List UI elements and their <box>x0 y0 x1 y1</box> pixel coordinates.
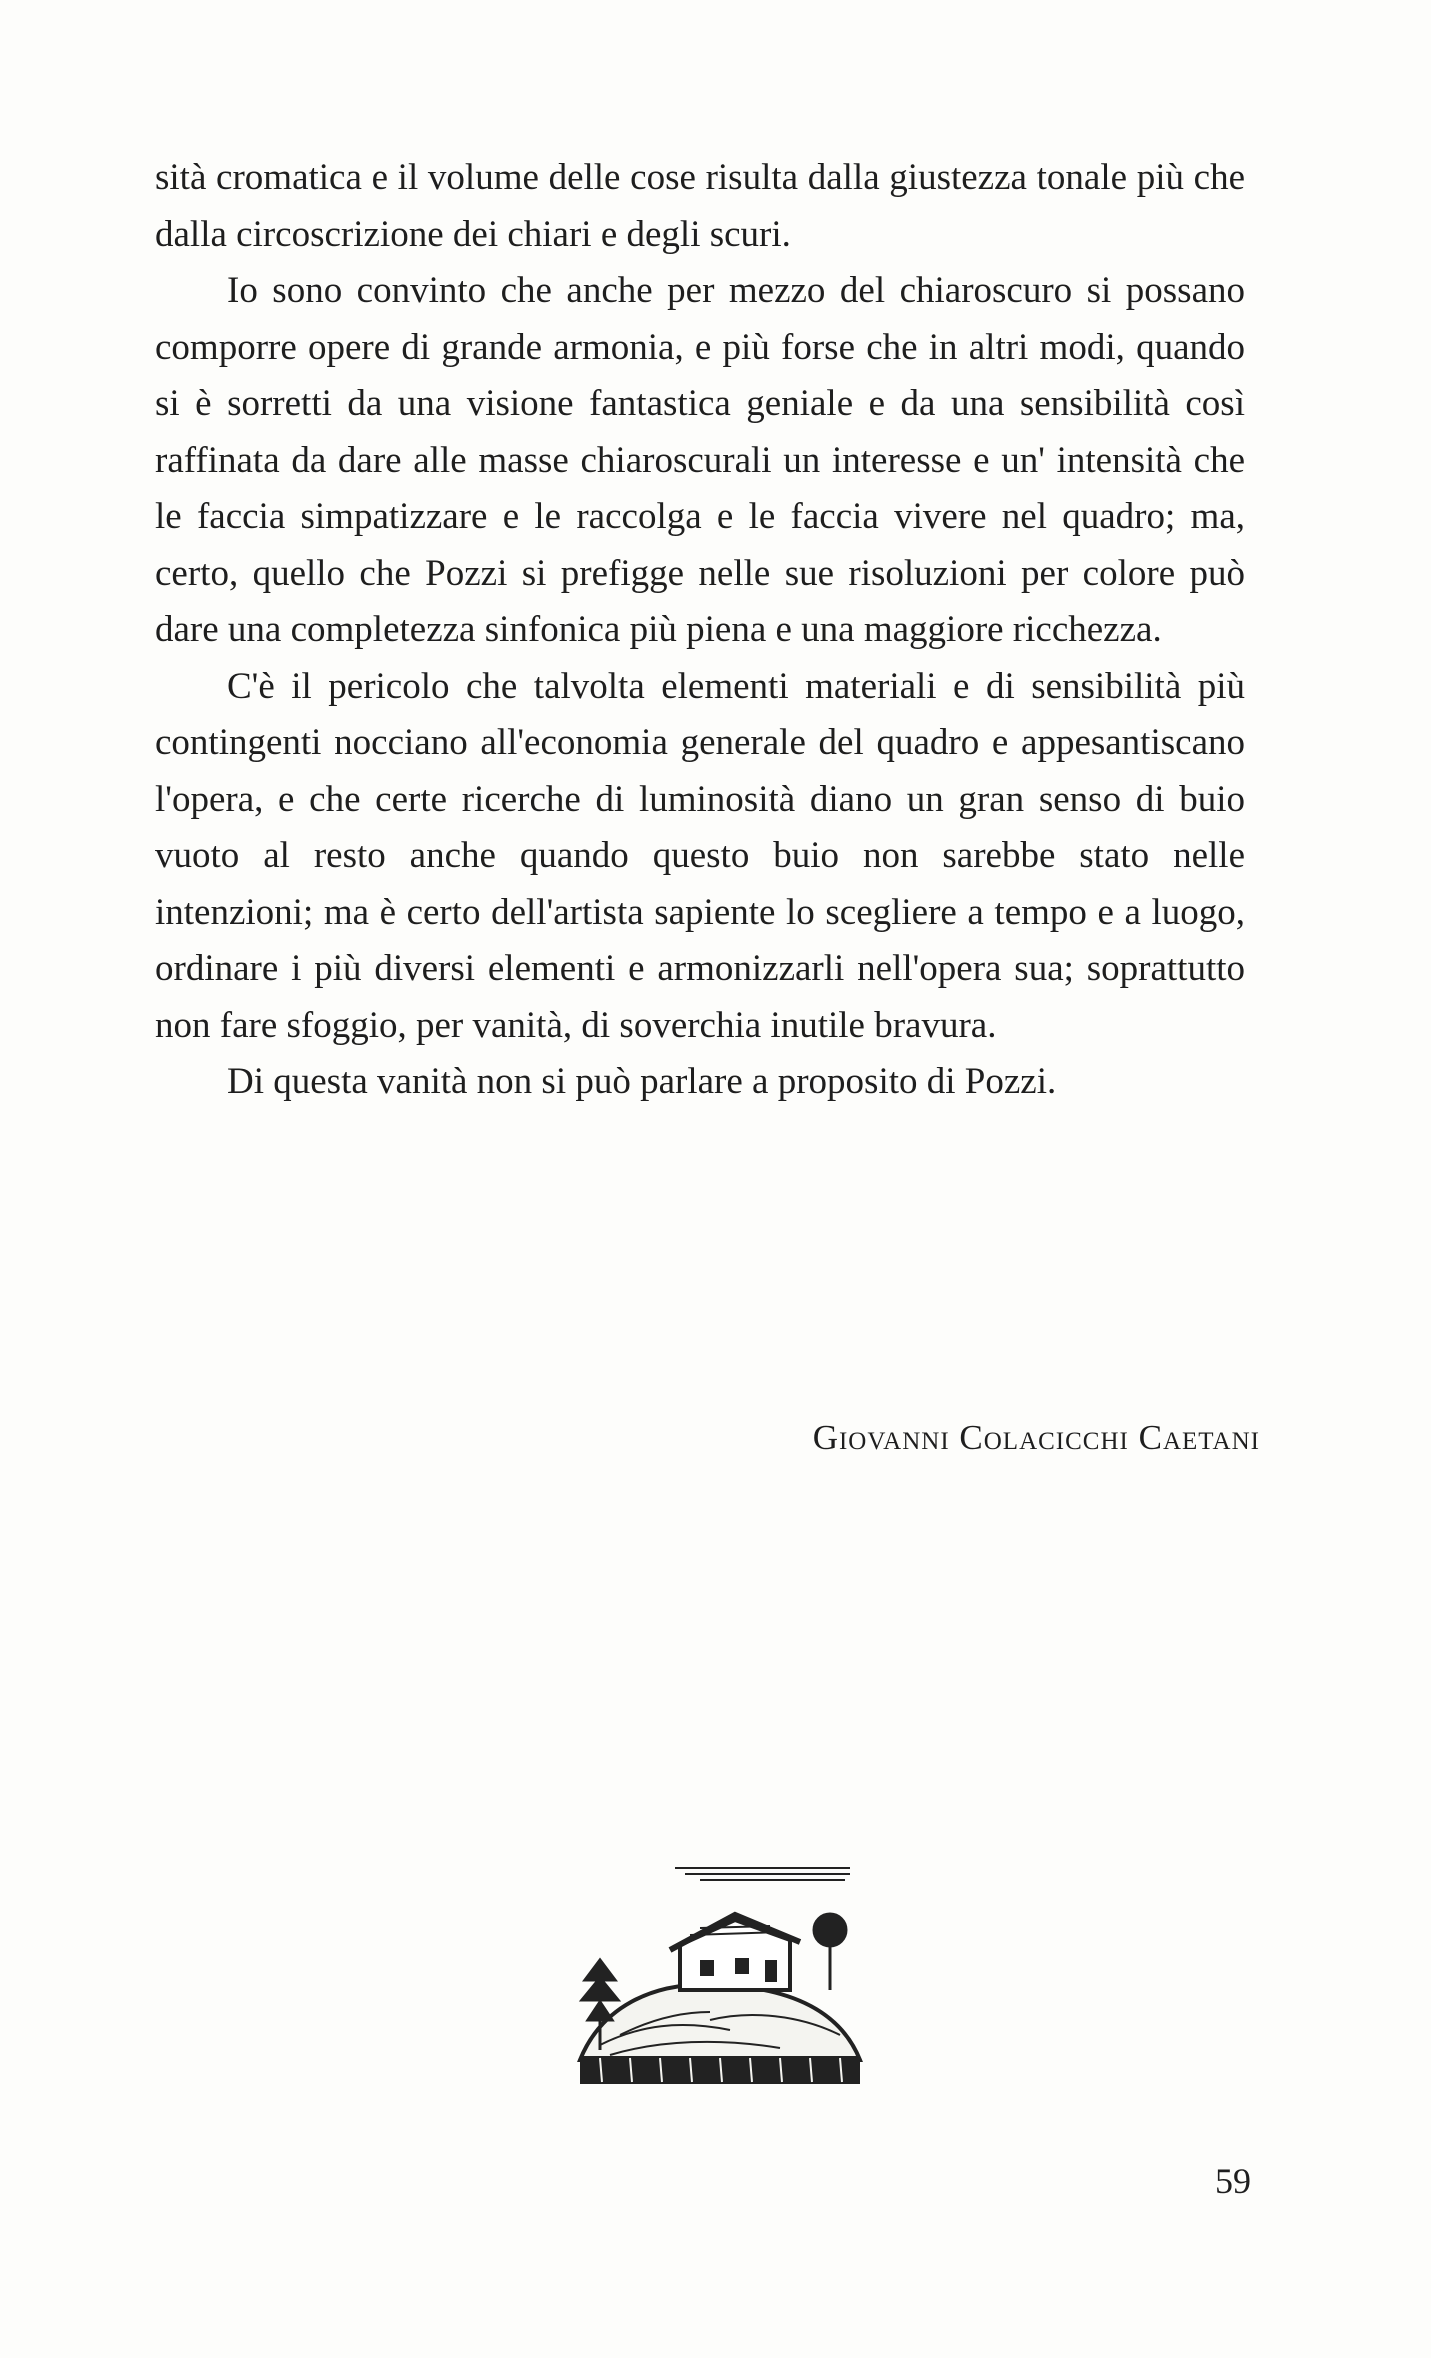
page-number: 59 <box>1215 2161 1251 2201</box>
author-signature: Giovanni Colacicchi Caetani <box>812 1418 1260 1457</box>
paragraph-2: Io sono convinto che anche per mezzo del chiaroscuro si possano comporre opere di grande armonia, e più forse che in altri modi, quando si è sorretti da una visione fantastica geniale e da una sensibilità così raffinata da dare alle masse chiaroscurali un interesse e un' intensità che le faccia simpatizzare e le raccolga e le faccia vivere nel quadro; ma, certo, quello che Pozzi si prefigge nelle sue risoluzioni per colore può dare una completezza sinfonica più piena e una maggiore ricchezza. <box>155 270 1245 650</box>
body-text <box>155 150 1245 1111</box>
landscape-vignette-icon <box>560 1860 880 2090</box>
paragraph-1: sità cromatica e il volume delle cose risulta dalla giustezza tonale più che dalla circoscrizione dei chiari e degli scuri. <box>155 157 1245 255</box>
paragraph-3: C'è il pericolo che talvolta elementi materiali e di sensibilità più contingenti nocciano all'economia generale del quadro e appesantiscano l'opera, e che certe ricerche di luminosità diano un gran senso di buio vuoto al resto anche quando questo buio non sarebbe stato nelle intenzioni; ma è certo dell'artista sapiente lo scegliere a tempo e a luogo, ordinare i più diversi elementi e armonizzarli nell'opera sua; soprattutto non fare sfoggio, per vanità, di soverchia inutile bravura. <box>155 665 1245 1046</box>
paragraph-4: Di questa vanità non si può parlare a proposito di Pozzi. <box>227 1061 1057 1102</box>
